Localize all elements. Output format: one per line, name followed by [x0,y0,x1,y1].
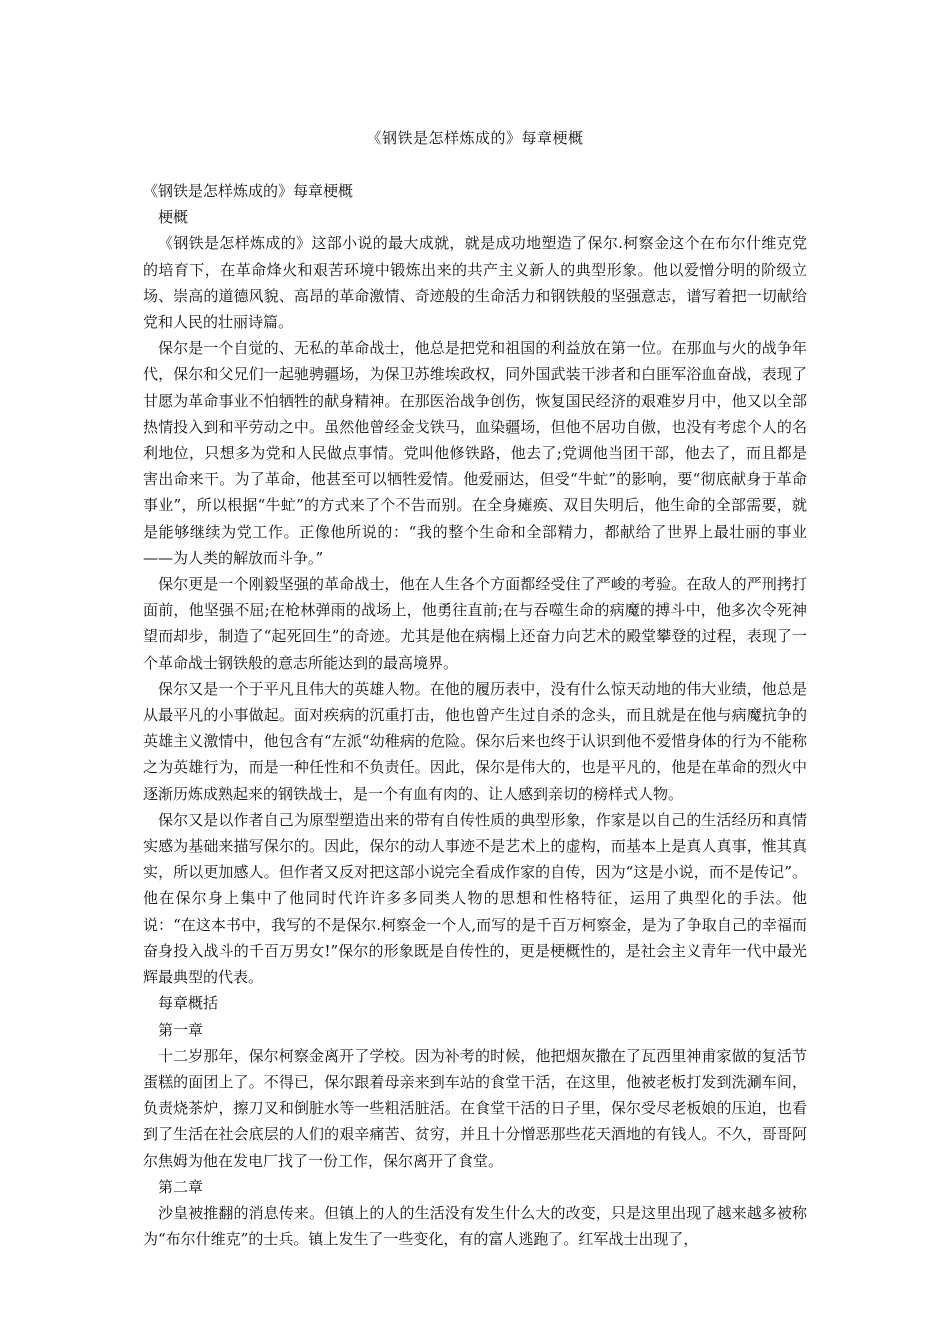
chapter-2-heading: 第二章 [158,1177,204,1196]
document-title: 《钢铁是怎样炼成的》每章梗概 [366,129,584,147]
section-heading-chapters: 每章概括 [158,994,219,1013]
document-body [143,178,807,1252]
paragraph-5: 保尔又是以作者自己为原型塑造出来的带有自传性质的典型形象，作家是以自己的生活经历和真情实感为基础来描写保尔的。因此，保尔的动人事迹不是艺术上的虚构，而基本上是真人真事，惟其真实，所以更加感人。但作者又反对把这部小说完全看成作家的自传，因为“这是小说，而不是传记”。他在保尔身上集中了他同时代许许多多同类人物的思想和性格特征，运用了典型化的手法。他说：“在这本书中，我写的不是保尔.柯察金一个人,而写的是千百万柯察金，是为了争取自己的幸福而奋身投入战斗的千百万男女!”保尔的形象既是自传性的，更是梗概性的，是社会主义青年一代中最光辉最典型的代表。 [143,810,807,987]
subtitle-line: 《钢铁是怎样炼成的》每章梗概 [143,182,354,200]
chapter-1-text: 十二岁那年，保尔柯察金离开了学校。因为补考的时候，他把烟灰撒在了瓦西里神甫家做的复活节蛋糕的面团上了。不得已，保尔跟着母亲来到车站的食堂干活，在这里，他被老板打发到洗涮车间，负责烧茶炉，擦刀叉和倒脏水等一些粗活脏活。在食堂干活的日子里，保尔受尽老板娘的压迫，也看到了生活在社会底层的人们的艰辛痛苦、贫穷，并且十分憎恶那些花天酒地的有钱人。不久，哥哥阿尔焦姆为他在发电厂找了一份工作，保尔离开了食堂。 [143,1046,807,1170]
chapter-2-text: 沙皇被推翻的消息传来。但镇上的人的生活没有发生什么大的改变，只是这里出现了越来越多被称为“布尔什维克”的士兵。镇上发生了一些变化，有的富人逃跑了。红军战士出现了， [143,1203,807,1249]
paragraph-2: 保尔是一个自觉的、无私的革命战士，他总是把党和祖国的利益放在第一位。在那血与火的战争年代，保尔和父兄们一起驰骋疆场，为保卫苏维埃政权，同外国武装干涉者和白匪军浴血奋战，表现了甘愿为革命事业不怕牺牲的献身精神。在那医治战争创伤，恢复国民经济的艰难岁月中，他又以全部热情投入到和平劳动之中。虽然他曾经金戈铁马，血染疆场，但他不居功自傲，也没有考虑个人的名利地位，只想多为党和人民做点事情。党叫他修铁路，他去了;党调他当团干部，他去了，而且都是害出命来干。为了革命，他甚至可以牺牲爱情。他爱丽达，但受“牛虻”的影响，要“彻底献身于革命事业”，所以根据“牛虻”的方式来了个不告而别。在全身瘫痪、双目失明后，他生命的全部需要，就是能够继续为党工作。正像他所说的：“我的整个生命和全部精力，都献给了世界上最壮丽的事业——为人类的解放而斗争。” [143,339,807,567]
paragraph-1: 《钢铁是怎样炼成的》这部小说的最大成就，就是成功地塑造了保尔.柯察金这个在布尔什维克党的培育下，在革命烽火和艰苦环境中锻炼出来的共产主义新人的典型形象。他以爱憎分明的阶级立场、崇高的道德风貌、高昂的革命激情、奇迹般的生命活力和钢铁般的坚强意志，谱写着把一切献给党和人民的壮丽诗篇。 [143,234,807,332]
paragraph-4: 保尔又是一个于平凡且伟大的英雄人物。在他的履历表中，没有什么惊天动地的伟大业绩，他总是从最平凡的小事做起。面对疾病的沉重打击，他也曾产生过自杀的念头，而且就是在他与病魔抗争的英雄主义激情中，他包含有“左派“幼稚病的危险。保尔后来也终于认识到他不爱惜身体的行为不能称之为英雄行为，而是一种任性和不负责任。因此，保尔是伟大的，也是平凡的，他是在革命的烈火中逐渐历炼成熟起来的钢铁战士，是一个有血有肉的、让人感到亲切的榜样式人物。 [143,679,807,803]
chapter-1-heading: 第一章 [158,1020,204,1039]
section-heading-synopsis: 梗概 [158,208,189,227]
paragraph-3: 保尔更是一个刚毅坚强的革命战士，他在人生各个方面都经受住了严峻的考验。在敌人的严刑拷打面前，他坚强不屈;在枪林弹雨的战场上，他勇往直前;在与吞噬生命的病魔的搏斗中，他多次令死神望而却步，制造了“起死回生”的奇迹。尤其是他在病榻上还奋力向艺术的殿堂攀登的过程，表现了一个革命战士钢铁般的意志所能达到的最高境界。 [143,575,807,672]
